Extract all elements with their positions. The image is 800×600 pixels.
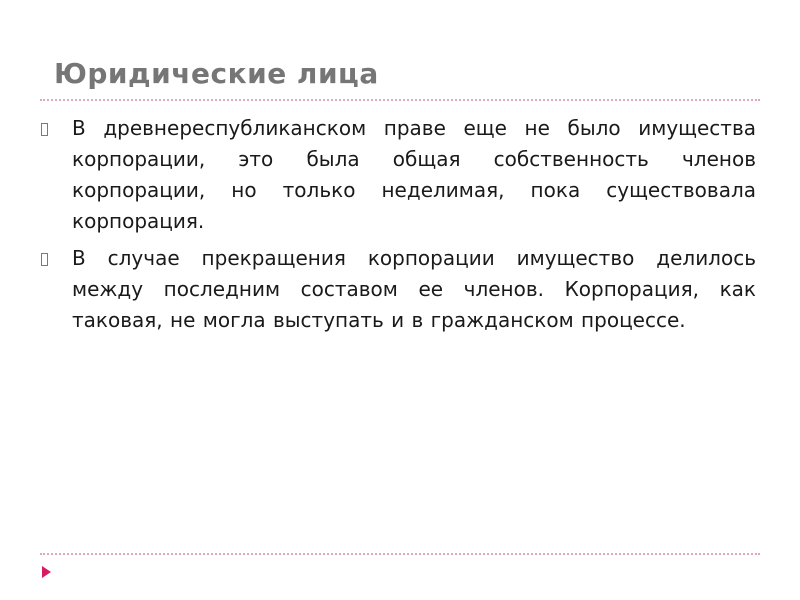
bullet-item — [40, 113, 756, 237]
title-divider — [40, 99, 760, 101]
bullet-text: В случае прекращения корпорации имущество делилось между последним составом ее членов. Корпорация, как таковая, не могла выступать и в гражданском процессе. — [72, 246, 756, 332]
footer-divider — [40, 553, 760, 555]
slide-body — [40, 113, 756, 342]
bullet-item — [40, 243, 756, 336]
checkbox-bullet-icon — [40, 113, 72, 145]
play-triangle-icon[interactable] — [42, 566, 51, 578]
bullet-text: В древнереспубликанском праве еще не было имущества корпорации, это была общая собственность членов корпорации, но только неделимая, пока существовала корпорация. — [72, 116, 756, 233]
slide-title: Юридические лица — [54, 57, 379, 90]
checkbox-bullet-icon — [40, 243, 72, 275]
